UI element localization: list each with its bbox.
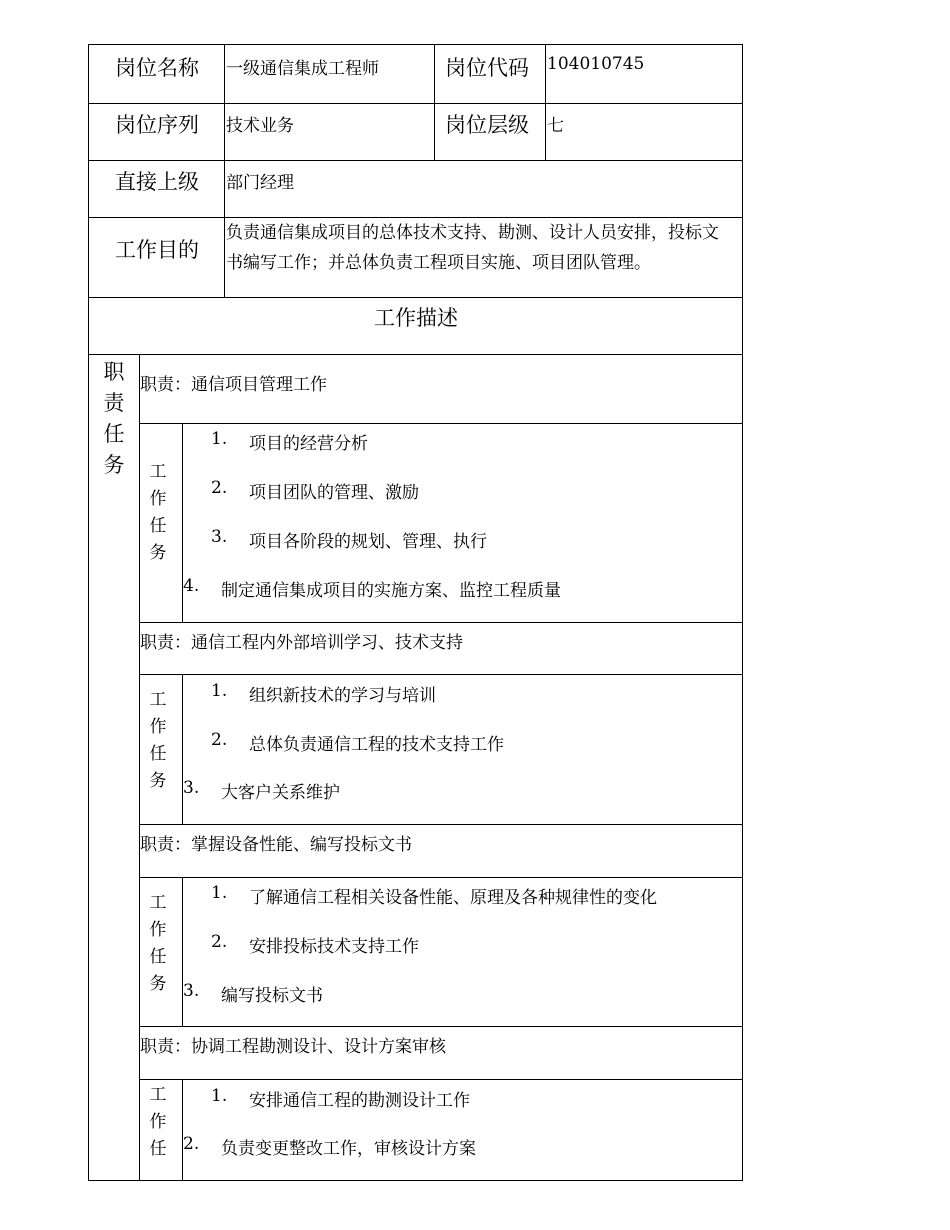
task-text: 项目各阶段的规划、管理、执行 — [249, 532, 487, 552]
task-text: 大客户关系维护 — [221, 783, 340, 803]
level-value: 七 — [547, 116, 564, 136]
task-number: 1. — [211, 1086, 228, 1106]
supervisor-value: 部门经理 — [226, 173, 294, 193]
task-text: 安排通信工程的勘测设计工作 — [249, 1091, 470, 1111]
row-divider — [139, 877, 742, 878]
task-number: 3. — [183, 778, 200, 798]
task-text: 制定通信集成项目的实施方案、监控工程质量 — [221, 581, 561, 601]
row-divider — [139, 824, 742, 825]
position-name-label: 岗位名称 — [115, 56, 199, 80]
col-divider — [182, 877, 183, 1026]
duty-title: 职责：掌握设备性能、编写投标文书 — [140, 835, 412, 855]
task-text: 安排投标技术支持工作 — [249, 937, 419, 957]
task-text: 总体负责通信工程的技术支持工作 — [249, 735, 504, 755]
task-text: 编写投标文书 — [221, 986, 323, 1006]
task-number: 1. — [211, 429, 228, 449]
task-text: 项目团队的管理、激励 — [249, 483, 419, 503]
task-number: 1. — [211, 681, 228, 701]
row-divider — [89, 160, 742, 161]
section-label-vertical: 职 责 任 务 — [103, 360, 125, 477]
row-divider — [139, 622, 742, 623]
row-divider — [139, 1079, 742, 1080]
task-label-vertical: 工 作 任 务 — [149, 462, 167, 563]
supervisor-label: 直接上级 — [115, 170, 199, 194]
position-code-label: 岗位代码 — [445, 56, 529, 80]
purpose-value: 负责通信集成项目的总体技术支持、勘测、设计人员安排，投标文书编写工作；并总体负责工程项目实施、项目团队管理。 — [226, 223, 719, 273]
row-divider — [89, 354, 742, 355]
task-text: 了解通信工程相关设备性能、原理及各种规律性的变化 — [249, 888, 657, 908]
position-code-value: 104010745 — [547, 54, 645, 74]
task-number: 3. — [183, 981, 200, 1001]
task-number: 2. — [211, 730, 228, 750]
duty-title: 职责：协调工程勘测设计、设计方案审核 — [140, 1037, 446, 1057]
row-divider — [139, 423, 742, 424]
task-number: 3. — [211, 527, 228, 547]
row-divider — [89, 103, 742, 104]
sequence-label: 岗位序列 — [115, 113, 199, 137]
description-title: 工作描述 — [374, 306, 458, 330]
col-divider — [182, 674, 183, 824]
purpose-label: 工作目的 — [115, 238, 199, 262]
col-divider — [545, 45, 546, 160]
task-text: 负责变更整改工作，审核设计方案 — [221, 1139, 476, 1159]
task-text: 项目的经营分析 — [249, 434, 368, 454]
task-text: 组织新技术的学习与培训 — [249, 686, 436, 706]
row-divider — [89, 297, 742, 298]
task-number: 1. — [211, 883, 228, 903]
sequence-value: 技术业务 — [226, 116, 294, 136]
task-number: 2. — [211, 932, 228, 952]
row-divider — [139, 1026, 742, 1027]
level-label: 岗位层级 — [445, 113, 529, 137]
position-name-value: 一级通信集成工程师 — [226, 59, 379, 79]
duty-title: 职责：通信项目管理工作 — [140, 375, 327, 395]
task-number: 4. — [183, 576, 200, 596]
duty-title: 职责：通信工程内外部培训学习、技术支持 — [140, 633, 463, 653]
task-label-vertical: 工 作 任 — [149, 1085, 167, 1159]
task-label-vertical: 工 作 任 务 — [149, 690, 167, 791]
task-number: 2. — [211, 478, 228, 498]
job-description-table — [88, 44, 743, 1181]
col-divider — [182, 1079, 183, 1180]
row-divider — [139, 674, 742, 675]
task-number: 2. — [183, 1134, 200, 1154]
col-divider — [224, 45, 225, 297]
col-divider — [434, 45, 435, 160]
task-label-vertical: 工 作 任 务 — [149, 893, 167, 994]
